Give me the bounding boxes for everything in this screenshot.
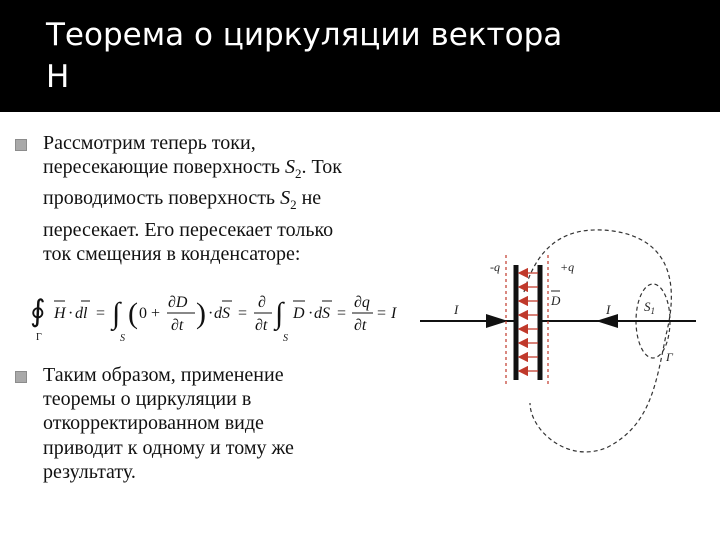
- dot-1: ·: [68, 305, 74, 322]
- equals-3: =: [337, 305, 347, 322]
- label-S1: [644, 299, 655, 316]
- integral-2: ∫: [275, 297, 284, 330]
- bullet-marker-1: [15, 139, 27, 151]
- current-arrow-left-icon: [486, 314, 508, 328]
- label-gamma: Γ: [666, 350, 673, 364]
- circulation-formula: [28, 285, 400, 345]
- equals-2: =: [238, 305, 248, 322]
- bullet-1-line-2-tail: . Ток: [301, 156, 342, 179]
- label-D: D: [551, 293, 561, 308]
- label-S1-main: S: [644, 299, 651, 314]
- partial-num: ∂: [258, 294, 266, 311]
- dot-3: ·: [308, 305, 314, 322]
- h-vector: H: [54, 305, 66, 322]
- bullet-1-text: [43, 131, 342, 266]
- label-S1-sub: 1: [650, 306, 655, 316]
- bullet-2-line-5: результату.: [43, 460, 136, 483]
- current-I: I: [391, 305, 397, 322]
- label-minus-q: -q: [490, 260, 500, 274]
- s2-var-a: S: [285, 156, 296, 179]
- dl-vector: dl: [75, 305, 88, 322]
- dot-2: ·: [208, 305, 214, 322]
- s2-var-b: S: [280, 187, 291, 210]
- dS-1: dS: [214, 305, 230, 322]
- slide-title-line2: Н: [46, 59, 70, 95]
- dt-den-1: ∂t: [171, 317, 184, 334]
- label-I-right: I: [606, 302, 611, 317]
- label-I-left: I: [454, 302, 459, 317]
- bullet-1-line-5: ток смещения в конденсаторе:: [43, 242, 301, 265]
- bullet-1-line-4: пересекает. Его пересекает только: [43, 218, 334, 241]
- bullet-1-line-3-tail: не: [296, 187, 322, 210]
- bullet-marker-2: [15, 371, 27, 383]
- bullet-2-line-2: теоремы о циркуляции в: [43, 388, 252, 411]
- paren-close: ): [196, 297, 206, 330]
- slide-title: [46, 14, 706, 98]
- bullet-2-line-3: откорректированном виде: [43, 412, 264, 435]
- dt-den-2: ∂t: [255, 317, 268, 334]
- d-vector: D: [293, 305, 305, 322]
- int-sub-1: S: [120, 333, 125, 344]
- dS-2: dS: [314, 305, 330, 322]
- bullet-1-line-3: проводимость поверхность: [43, 187, 281, 210]
- slide-title-line1: Теорема о циркуляции вектора: [46, 17, 563, 53]
- capacitor-diagram: [418, 225, 698, 470]
- dt-den-3: ∂t: [354, 317, 367, 334]
- s2-sub-b: 2: [290, 197, 297, 213]
- dD-num-1: ∂D: [168, 294, 188, 311]
- paren-open: (: [128, 297, 138, 330]
- s2-sub-a: 2: [295, 166, 302, 182]
- circ-subscript: Γ: [36, 332, 42, 343]
- bullet-2-line-1: Таким образом, применение: [43, 364, 284, 386]
- equals-1: =: [96, 305, 106, 322]
- zero-plus: 0 +: [139, 305, 161, 322]
- int-sub-2: S: [283, 333, 288, 344]
- integral-circ-sign: ∮: [30, 295, 46, 328]
- integral-1: ∫: [112, 297, 121, 330]
- bullet-1-line-2: пересекающие поверхность: [43, 156, 286, 179]
- bullet-2-line-4: приводит к одному и тому же: [43, 436, 294, 459]
- bullet-2-text: [43, 363, 294, 484]
- dq-num: ∂q: [354, 294, 370, 311]
- bullet-1-line-1: Рассмотрим теперь токи,: [43, 132, 256, 154]
- label-plus-q: +q: [560, 260, 575, 274]
- closed-contour-surface: [524, 230, 671, 452]
- equals-4: =: [377, 305, 387, 322]
